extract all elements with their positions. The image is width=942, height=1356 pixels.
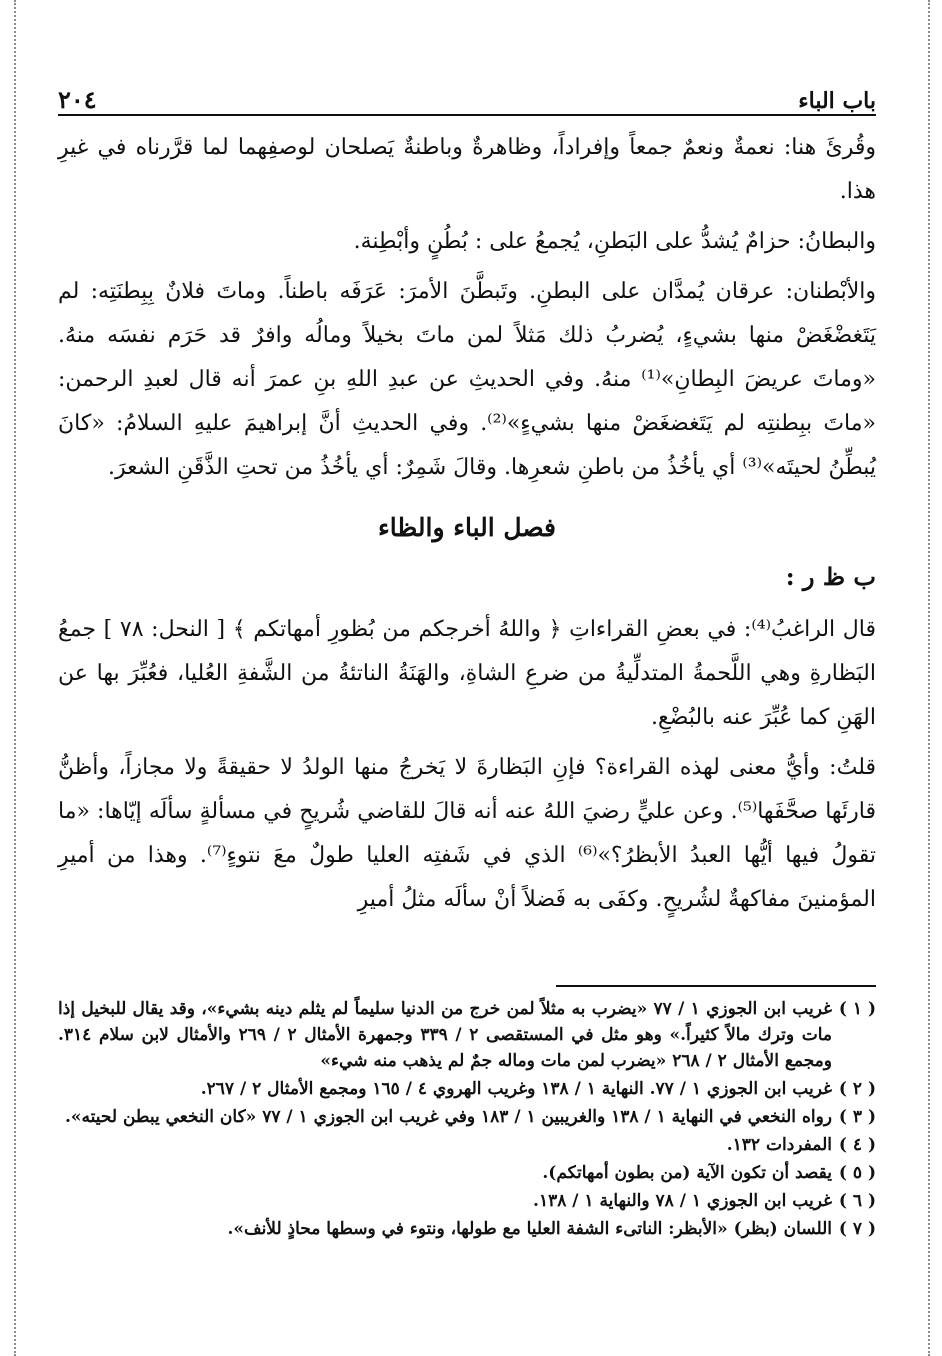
- footnote-text: غريب ابن الجوزي ١ / ٧٧ «يضرب به مثلاً لمن خرج من الدنيا سليماً لم يثلم دينه بشيء»، وقد يقال للبخيل إذا مات وترك مالاً كثيراً.» وهو مثل في المستقصى ٢ / ٣٣٩ وجمهرة الأمثال ٢ / ٢٦٩ والأمثال لابن سلام ٣١٤. ومجمع الأمثال ٢ / ٢٦٨ «يضرب لمن مات وماله جمٌ لم يذهب منه شيء»: [58, 999, 832, 1071]
- paragraph-1: وقُرئَ هنا: نعمةٌ ونعمٌ جمعاً وإفراداً، وظاهرةٌ وباطنةٌ يَصلحان لوصفِهما لما قرَّرناه في غيرِ هذا.: [58, 135, 876, 204]
- paragraph-5: قلتُ: وأيُّ معنى لهذه القراءة؟ فإنِ البَظارةَ لا يَخرجُ منها الولدُ لا حقيقةً ولا مجازاً، وأظنُّ قارئَها صحَّفَها⁽⁵⁾. وعن عليٍّ رضيَ اللهُ عنه أنه قالَ للقاضي شُريحٍ في مسألةٍ سألَه إيّاها: «ما تقولُ فيها أيُّها العبدُ الأبظرُ؟»⁽⁶⁾ الذي في شَفتِه العليا طولٌ معَ نتوءٍ⁽⁷⁾. وهذا من أميرِ المؤمنينَ مفاكهةٌ لشُريحٍ. وكفَى به فَضلاً أنْ سألَه مثلُ أميرِ: [58, 755, 877, 912]
- page-body: [58, 70, 876, 922]
- footnote: [58, 1076, 876, 1102]
- section-title: فصل الباء والظاء: [378, 513, 556, 542]
- footnote-text: يقصد أن تكون الآية (من بطون أمهاتكم).: [542, 1163, 832, 1183]
- footnote: [58, 1160, 876, 1186]
- footnote-text: المفردات ١٣٢.: [726, 1135, 832, 1155]
- footnote-number: ( ٦ ): [838, 1191, 876, 1211]
- chapter-title: باب الباء: [798, 88, 876, 114]
- footnotes: [58, 996, 876, 1244]
- scan-edge-left: [14, 0, 16, 1356]
- running-header: [58, 70, 876, 116]
- scan-edge-right: [928, 0, 930, 1356]
- footnote-text: رواه النخعي في النهاية ١ / ١٣٨ والغريبين ١ / ١٨٣ وفي غريب ابن الجوزي ١ / ٧٧ «كان النخعي يبطن لحيته».: [64, 1107, 832, 1127]
- footnote-number: ( ٥ ): [838, 1163, 876, 1183]
- footnote-number: ( ٣ ): [838, 1107, 876, 1127]
- footnote-number: ( ٢ ): [838, 1079, 876, 1099]
- footnote-number: ( ٧ ): [838, 1219, 876, 1239]
- paragraph-4: قال الراغبُ⁽⁴⁾: في بعضِ القراءاتِ ﴿ واللهُ أخرجكم من بُظورِ أمهاتكم ﴾ [ النحل: ٧٨ ] جمعُ البَظارةِ وهي اللَّحمةُ المتدلِّيةُ من ضرعِ الشاةِ، والهَنَةُ الناتئةُ من الشَّفةِ العُليا، فعُبِّرَ بها عن الهَنِ كما عُبِّرَ عنه بالبُضْعِ.: [58, 617, 876, 730]
- footnote: [58, 1104, 876, 1130]
- footnote-number: ( ١ ): [838, 999, 876, 1019]
- paragraph-3: والأبْطنان: عرقان يُمدَّان على البطنِ. وتَبطَّنَ الأمرَ: عَرَفَه باطناً. وماتَ فلانٌ بِبِطنَتِه: لم يَتَغضْغَضْ منها بشيءٍ، يُضربُ ذلك مَثلاً لمن ماتَ بخيلاً ومالُه وافرٌ قد حَرَم نفسَه منهُ. «وماتَ عريضَ البِطانِ»⁽¹⁾ منهُ. وفي الحديثِ عن عبدِ اللهِ بنِ عمرَ أنه قال لعبدِ الرحمن: «ماتَ ببِطنتِه لم يَتَغضغَضْ منها بشيءٍ»⁽²⁾. وفي الحديثِ أنَّ إبراهيمَ عليهِ السلامُ: «كانَ يُبطِّنُ لحيتَه»⁽³⁾ أي يأخُذُ من باطنِ شعرِها. وقالَ شَمِرٌ: أي يأخُذُ من تحتِ الذَّقَنِ الشعرَ.: [58, 279, 876, 480]
- footnote-text: غريب ابن الجوزي ١ / ٧٨ والنهاية ١ / ١٣٨.: [533, 1191, 832, 1211]
- footnote: [58, 1216, 876, 1242]
- paragraph-2: والبطانُ: حزامٌ يُشدُّ على البَطنِ، يُجمعُ على : بُطُنٍ وأبْطِنة.: [353, 229, 876, 254]
- footnote: [58, 1188, 876, 1214]
- footnote: [58, 1132, 876, 1158]
- footnote-text: غريب ابن الجوزي ١ / ٧٧. النهاية ١ / ١٣٨ وغريب الهروي ٤ / ١٦٥ ومجمع الأمثال ٢ / ٢٦٧.: [200, 1079, 832, 1099]
- root-heading: ب ظ ر :: [785, 562, 876, 591]
- footnote: [58, 996, 876, 1074]
- footnote-separator: [556, 985, 876, 987]
- footnote-text: اللسان (بظر) «الأبظر: الناتىء الشفة العليا مع طولها، ونتوء في وسطها محاذٍ للأنف».: [227, 1219, 832, 1239]
- page-number: ٢٠٤: [58, 85, 97, 114]
- footnote-number: ( ٤ ): [838, 1135, 876, 1155]
